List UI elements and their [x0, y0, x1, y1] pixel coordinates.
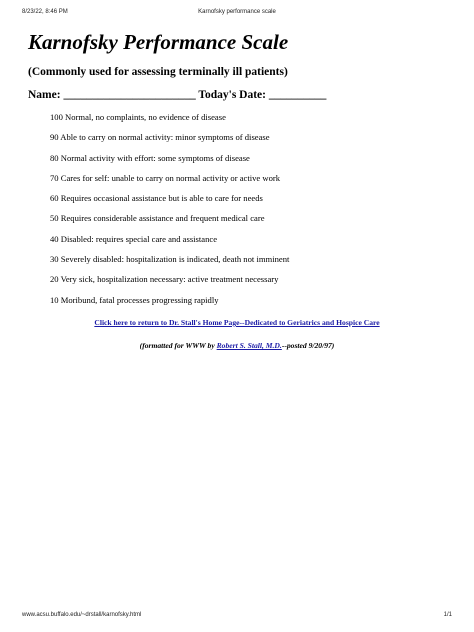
print-footer — [0, 612, 474, 622]
name-date-line: Name: _______________________ Today's Date: __________ — [28, 89, 327, 101]
print-datetime: 8/23/22, 8:46 PM — [22, 9, 68, 15]
scale-item-40: 40 Disabled: requires special care and assistance — [50, 233, 218, 244]
scale-item-70: 70 Cares for self: unable to carry on normal activity or active work — [50, 172, 281, 183]
scale-item-20: 20 Very sick, hospitalization necessary: active treatment necessary — [50, 274, 279, 285]
print-page-title: Karnofsky performance scale — [198, 9, 276, 15]
credit-prefix: (formatted for WWW by — [139, 341, 217, 350]
author-link[interactable]: Robert S. Stall, M.D. — [216, 341, 282, 350]
return-link-text: Dr. Stall's Home Page--Dedicated to Geriatrics and Hospice Care — [168, 318, 380, 327]
return-link-line — [0, 318, 474, 327]
return-link-prefix: Click here to return to — [94, 318, 169, 327]
home-page-link[interactable] — [94, 318, 379, 327]
scale-item-100: 100 Normal, no complaints, no evidence of disease — [50, 112, 226, 122]
scale-item-50: 50 Requires considerable assistance and frequent medical care — [50, 213, 265, 224]
print-url: www.acsu.buffalo.edu/~drstall/karnofsky.html — [22, 612, 142, 618]
credit-line — [0, 341, 474, 350]
credit-suffix: --posted 9/20/97) — [281, 341, 335, 350]
scale-list — [50, 112, 289, 315]
document-title: Karnofsky Performance Scale — [28, 30, 289, 54]
scale-item-90: 90 Able to carry on normal activity: minor symptoms of disease — [50, 132, 270, 143]
document-subtitle: (Commonly used for assessing terminally ill patients) — [28, 66, 288, 78]
scale-item-80: 80 Normal activity with effort: some symptoms of disease — [50, 152, 250, 163]
scale-item-30: 30 Severely disabled: hospitalization is indicated, death not imminent — [50, 254, 290, 265]
scale-item-10: 10 Moribund, fatal processes progressing rapidly — [50, 294, 219, 305]
scale-item-60: 60 Requires occasional assistance but is able to care for needs — [50, 193, 263, 204]
print-header — [0, 9, 474, 19]
print-page-number: 1/1 — [443, 612, 452, 618]
